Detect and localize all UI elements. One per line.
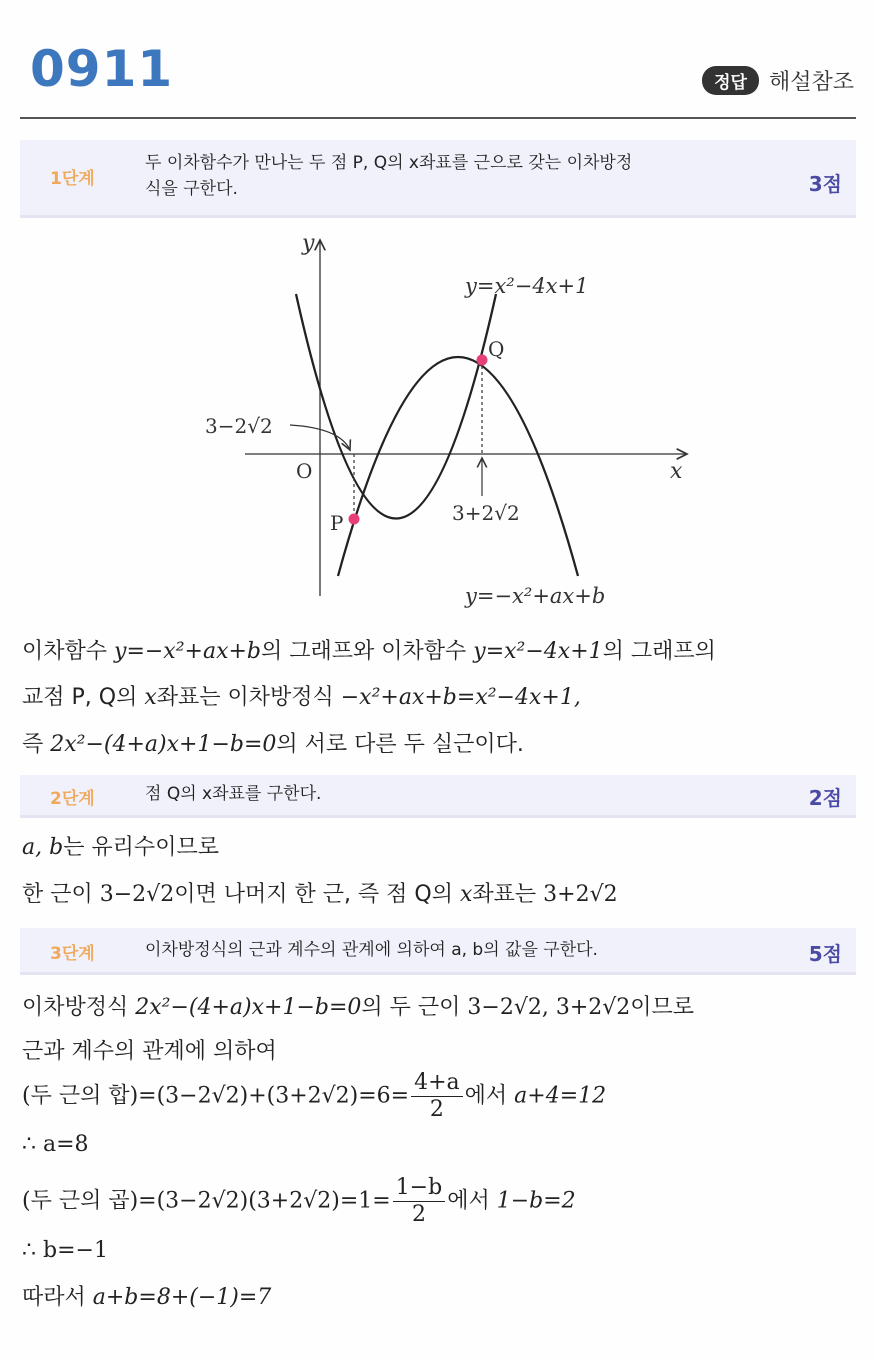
problem-number: 0911 xyxy=(30,40,174,98)
point-p-dot xyxy=(349,514,360,525)
fraction-product: $\frac{1-b}{2}$ xyxy=(393,1175,446,1228)
s3-line2: 근과 계수의 관계에 의하여 xyxy=(22,1039,277,1064)
header-divider xyxy=(20,117,856,119)
fraction-sum: $\frac{4+a}{2}$ xyxy=(411,1070,463,1123)
step-2-text: 점 Q의 x좌표를 구한다. xyxy=(145,784,322,804)
step-1-points: 3점 xyxy=(808,172,842,196)
y-axis-label: y xyxy=(302,231,315,256)
step-3-points: 5점 xyxy=(808,942,842,966)
s1-line1: 이차함수 y=−x²+ax+b의 그래프와 이차함수 y=x²−4x+1의 그래프의 xyxy=(22,639,716,664)
step-3-label: 3단계 xyxy=(50,944,95,964)
step-1-label: 1단계 xyxy=(50,169,95,189)
downward-parabola xyxy=(338,357,578,576)
curve1-label: y=x²−4x+1 xyxy=(465,274,589,298)
step-1-banner xyxy=(20,140,856,218)
step-3-text: 이차방정식의 근과 계수의 관계에 의하여 a, b의 값을 구한다. xyxy=(145,940,598,960)
s3-line4: ∴ a=8 xyxy=(22,1132,89,1157)
step-2-banner xyxy=(20,775,856,818)
graph-figure xyxy=(190,228,700,613)
point-q-label: Q xyxy=(488,337,505,361)
point-p-label: P xyxy=(330,511,344,535)
s3-line5: (두 근의 곱)=(3−2√2)(3+2√2)=1= $\frac{1-b}{2}$ 에서 1−b=2 xyxy=(22,1175,576,1227)
tick-left-label: 3−2√2 xyxy=(205,414,273,438)
step-1-text-line2: 식을 구한다. xyxy=(145,179,238,199)
s3-line1: 이차방정식 2x²−(4+a)x+1−b=0의 두 근이 3−2√2, 3+2√2이므로 xyxy=(22,995,695,1020)
step-2-label: 2단계 xyxy=(50,789,95,809)
x-axis-label: x xyxy=(670,459,683,484)
s1-line3: 즉 2x²−(4+a)x+1−b=0의 서로 다른 두 실근이다. xyxy=(22,732,524,757)
s3-line6: ∴ b=−1 xyxy=(22,1238,108,1263)
step-1-text xyxy=(145,150,632,202)
answer-reference xyxy=(702,65,854,96)
s1-line2: 교점 P, Q의 x좌표는 이차방정식 −x²+ax+b=x²−4x+1, xyxy=(22,685,581,710)
s2-line2: 한 근이 3−2√2이면 나머지 한 근, 즉 점 Q의 x좌표는 3+2√2 xyxy=(22,882,618,907)
upward-parabola xyxy=(296,294,496,519)
answer-badge: 정답 xyxy=(702,66,759,95)
answer-ref-text: 해설참조 xyxy=(768,70,854,95)
s3-line3: (두 근의 합)=(3−2√2)+(3+2√2)=6= $\frac{4+a}{2}$ 에서 a+4=12 xyxy=(22,1070,607,1122)
curve2-label: y=−x²+ax+b xyxy=(465,584,606,608)
s3-line7: 따라서 a+b=8+(−1)=7 xyxy=(22,1285,272,1310)
step-2-points: 2점 xyxy=(808,786,842,810)
origin-label: O xyxy=(296,459,313,483)
s2-line1: a, b는 유리수이므로 xyxy=(22,835,219,860)
point-q-dot xyxy=(477,355,488,366)
tick-right-label: 3+2√2 xyxy=(452,501,520,525)
step-1-text-line1: 두 이차함수가 만나는 두 점 P, Q의 x좌표를 근으로 갖는 이차방정 xyxy=(145,153,633,173)
step-3-banner xyxy=(20,928,856,975)
